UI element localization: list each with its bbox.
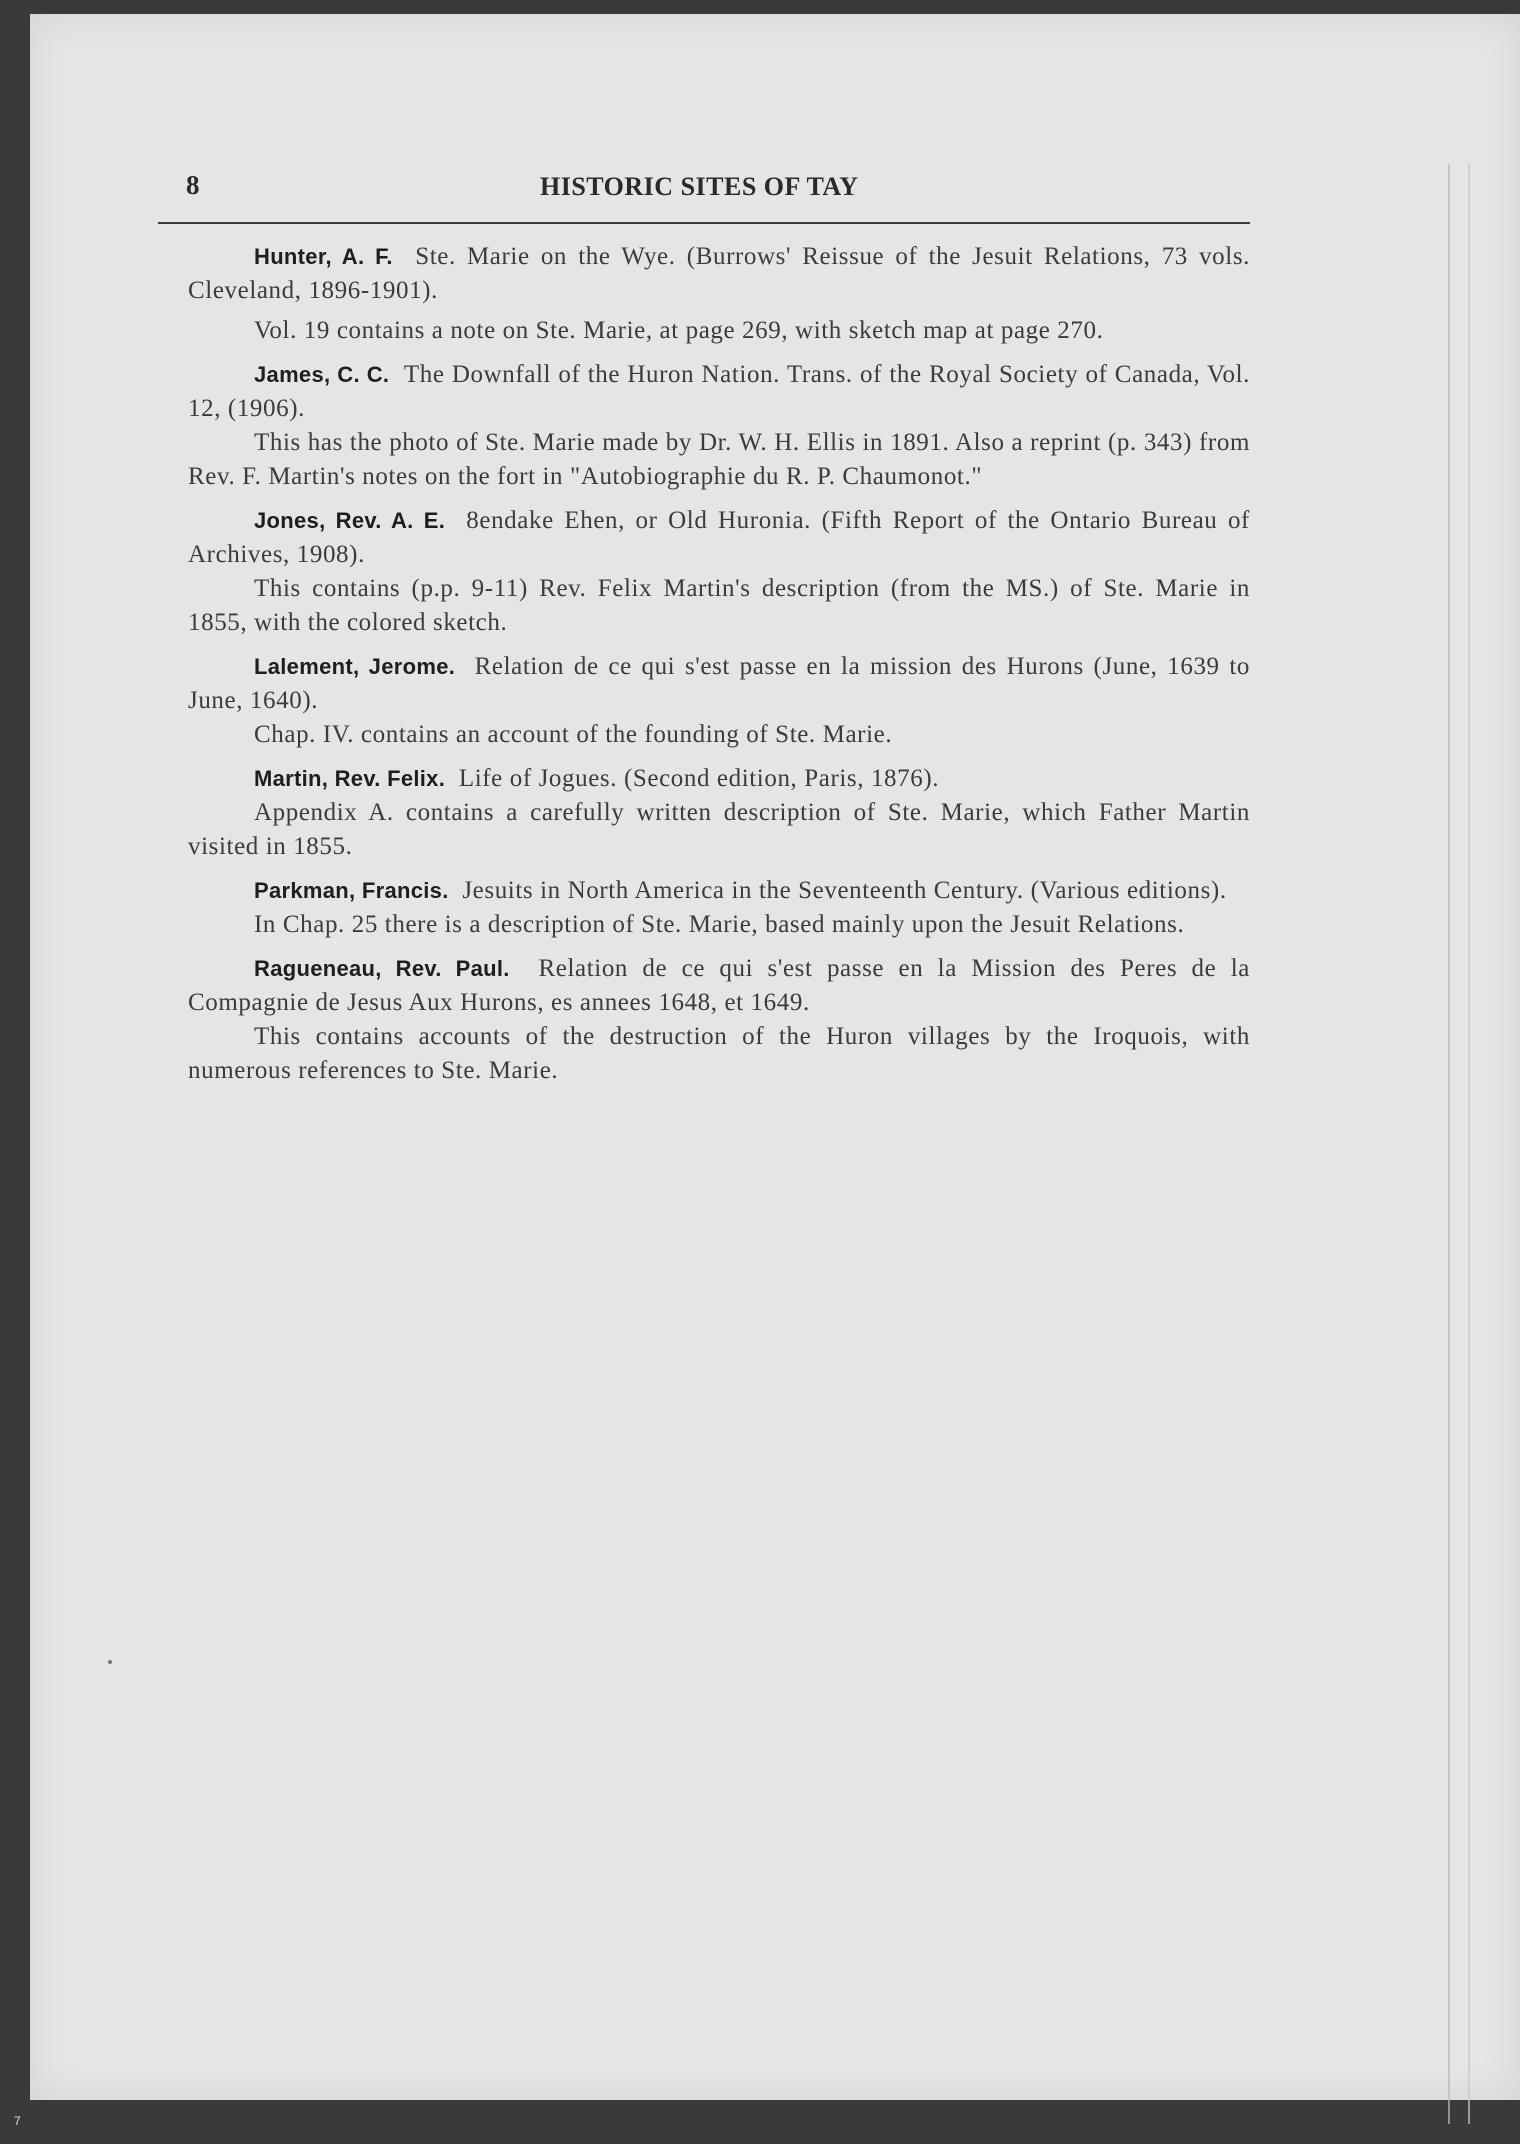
entry-note: This has the photo of Ste. Marie made by Dr. W. H. Ellis in 1891. Also a reprint (p. 343) from Rev. F. Martin's notes on the fort in "Autobiographie du R. P. Chaumonot." [188, 429, 1250, 490]
entry-note: In Chap. 25 there is a description of Ste. Marie, based mainly upon the Jesuit Relations. [254, 911, 1185, 938]
page-edge-shadow [1448, 164, 1470, 2124]
running-title: HISTORIC SITES OF TAY [540, 172, 859, 201]
bibliography-entry [188, 358, 1250, 494]
entry-note: Vol. 19 contains a note on Ste. Marie, at page 269, with sketch map at page 270. [254, 317, 1104, 344]
entry-title: Ste. Marie on the Wye. (Burrows' Reissue of the Jesuit Relations, 73 vols. Cleveland, 1896-1901). [188, 243, 1250, 304]
bibliography-list [188, 240, 1250, 1098]
bibliography-entry [188, 504, 1250, 640]
entry-citation [188, 650, 1250, 718]
entry-author: Martin, Rev. Felix. [254, 766, 446, 791]
entry-citation [188, 504, 1250, 572]
entry-title: Life of Jogues. (Second edition, Paris, 1876). [458, 765, 940, 792]
header-rule [158, 222, 1250, 224]
entry-author: Parkman, Francis. [254, 878, 449, 903]
entry-author: Hunter, A. F. [254, 244, 393, 269]
bibliography-entry [188, 762, 1250, 864]
paper-speck [108, 1660, 112, 1664]
entry-note: This contains accounts of the destruction of the Huron villages by the Iroquois, with numerous references to Ste. Marie. [188, 1023, 1250, 1084]
entry-citation [188, 762, 1250, 796]
entry-title: Relation de ce qui s'est passe en la mission des Hurons (June, 1639 to June, 1640). [188, 653, 1251, 714]
entry-note: Appendix A. contains a carefully written description of Ste. Marie, which Father Martin visited in 1855. [188, 799, 1250, 860]
bibliography-entry [188, 874, 1250, 942]
entry-author: Lalement, Jerome. [254, 654, 456, 679]
entry-citation [188, 240, 1250, 308]
entry-title: The Downfall of the Huron Nation. Trans. of the Royal Society of Canada, Vol. 12, (1906). [188, 361, 1250, 422]
entry-author: James, C. C. [254, 362, 390, 387]
entry-title: 8endake Ehen, or Old Huronia. (Fifth Report of the Ontario Bureau of Archives, 1908). [188, 507, 1250, 568]
entry-author: Ragueneau, Rev. Paul. [254, 956, 510, 981]
entry-author: Jones, Rev. A. E. [254, 508, 446, 533]
entry-citation [188, 358, 1250, 426]
page-number: 8 [186, 170, 200, 200]
corner-mark: 7 [14, 2114, 21, 2128]
entry-title: Jesuits in North America in the Seventeenth Century. (Various editions). [462, 877, 1227, 904]
entry-title: Relation de ce qui s'est passe en la Mission des Peres de la Compagnie de Jesus Aux Hurons, es annees 1648, et 1649. [188, 955, 1250, 1016]
entry-note: Chap. IV. contains an account of the founding of Ste. Marie. [254, 721, 893, 748]
bibliography-entry [188, 650, 1250, 752]
bibliography-entry [188, 952, 1250, 1088]
page-header [158, 160, 1252, 208]
entry-citation [188, 874, 1250, 908]
entry-citation [188, 952, 1250, 1020]
bibliography-entry [188, 240, 1250, 348]
entry-note: This contains (p.p. 9-11) Rev. Felix Martin's description (from the MS.) of Ste. Marie in 1855, with the colored sketch. [188, 575, 1250, 636]
